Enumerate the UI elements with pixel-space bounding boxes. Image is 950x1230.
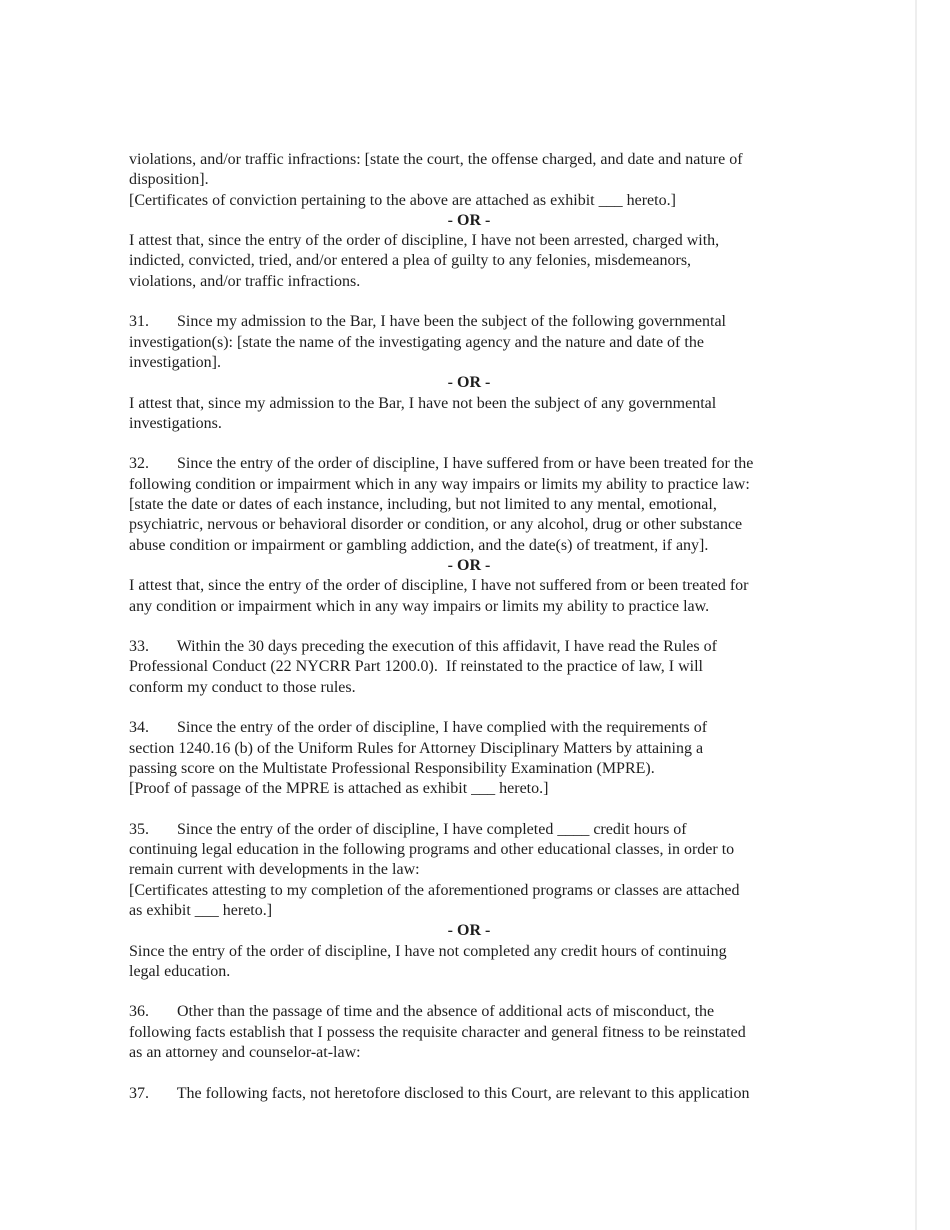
text-line: [Certificates attesting to my completion of the aforementioned programs or classes are attached: [129, 881, 740, 899]
text-line: abuse condition or impairment or gambling addiction, and the date(s) of treatment, if any].: [129, 536, 709, 554]
document-body: [129, 150, 809, 1104]
text-line: 34. Since the entry of the order of discipline, I have complied with the requirements of: [129, 719, 708, 737]
text-line: 37. The following facts, not heretofore disclosed to this Court, are relevant to this application: [129, 1084, 750, 1102]
text-line: [Proof of passage of the MPRE is attached as exhibit ___ hereto.]: [129, 780, 549, 798]
text-line: I attest that, since the entry of the order of discipline, I have not been arrested, charged with,: [129, 232, 720, 250]
paragraph-gap: [129, 434, 809, 454]
text-line: section 1240.16 (b) of the Uniform Rules for Attorney Disciplinary Matters by attaining a: [129, 739, 704, 757]
page-edge: [915, 0, 917, 1230]
paragraph-31: [129, 312, 809, 434]
paragraph-gap: [129, 982, 809, 1002]
text-line: following facts establish that I possess the requisite character and general fitness to be reinstated: [129, 1023, 746, 1041]
text-line: Professional Conduct (22 NYCRR Part 1200.0). If reinstated to the practice of law, I will: [129, 658, 703, 676]
paragraph-gap: [129, 698, 809, 718]
text-line: as exhibit ___ hereto.]: [129, 901, 273, 919]
text-line: [Certificates of conviction pertaining to the above are attached as exhibit ___ hereto.]: [129, 191, 676, 209]
paragraph-35: [129, 820, 809, 982]
text-line: conform my conduct to those rules.: [129, 678, 356, 696]
paragraph-37: [129, 1084, 809, 1104]
text-line: 35. Since the entry of the order of discipline, I have completed ____ credit hours of: [129, 820, 687, 838]
paragraph-36: [129, 1002, 809, 1063]
text-line: Since the entry of the order of discipline, I have not completed any credit hours of continuing: [129, 942, 727, 960]
text-line: passing score on the Multistate Professional Responsibility Examination (MPRE).: [129, 759, 655, 777]
text-line: psychiatric, nervous or behavioral disorder or condition, or any alcohol, drug or other substance: [129, 516, 743, 534]
text-line: continuing legal education in the following programs and other educational classes, in order to: [129, 841, 735, 859]
text-line: violations, and/or traffic infractions.: [129, 272, 361, 290]
paragraph-gap: [129, 617, 809, 637]
text-line: 31. Since my admission to the Bar, I have been the subject of the following governmental: [129, 313, 726, 331]
or-separator: - OR -: [447, 556, 491, 574]
text-line: disposition].: [129, 171, 209, 189]
text-line: 32. Since the entry of the order of discipline, I have suffered from or have been treated for the: [129, 455, 754, 473]
text-line: indicted, convicted, tried, and/or entered a plea of guilty to any felonies, misdemeanors,: [129, 252, 692, 270]
paragraph-gap: [129, 1063, 809, 1083]
text-line: as an attorney and counselor-at-law:: [129, 1044, 361, 1062]
paragraph-gap: [129, 800, 809, 820]
text-line: 36. Other than the passage of time and the absence of additional acts of misconduct, the: [129, 1003, 715, 1021]
text-line: I attest that, since my admission to the Bar, I have not been the subject of any governmental: [129, 394, 717, 412]
text-line: 33. Within the 30 days preceding the execution of this affidavit, I have read the Rules of: [129, 638, 717, 656]
text-line: I attest that, since the entry of the order of discipline, I have not suffered from or been treated for: [129, 577, 749, 595]
or-separator: - OR -: [447, 211, 491, 229]
paragraph-32: [129, 454, 809, 616]
text-line: remain current with developments in the law:: [129, 861, 420, 879]
paragraph-30-continuation: [129, 150, 809, 292]
text-line: investigation].: [129, 353, 221, 371]
text-line: any condition or impairment which in any way impairs or limits my ability to practice law.: [129, 597, 710, 615]
or-separator: - OR -: [447, 922, 491, 940]
text-line: violations, and/or traffic infractions: [state the court, the offense charged, and date and nature of: [129, 151, 743, 168]
or-separator: - OR -: [447, 374, 491, 392]
paragraph-34: [129, 718, 809, 799]
paragraph-33: [129, 637, 809, 698]
text-line: [state the date or dates of each instance, including, but not limited to any mental, emotional,: [129, 496, 717, 514]
text-line: investigations.: [129, 414, 222, 432]
paragraph-gap: [129, 292, 809, 312]
text-line: investigation(s): [state the name of the investigating agency and the nature and date of the: [129, 333, 704, 351]
text-line: legal education.: [129, 962, 231, 980]
text-line: following condition or impairment which in any way impairs or limits my ability to practice law:: [129, 475, 750, 493]
